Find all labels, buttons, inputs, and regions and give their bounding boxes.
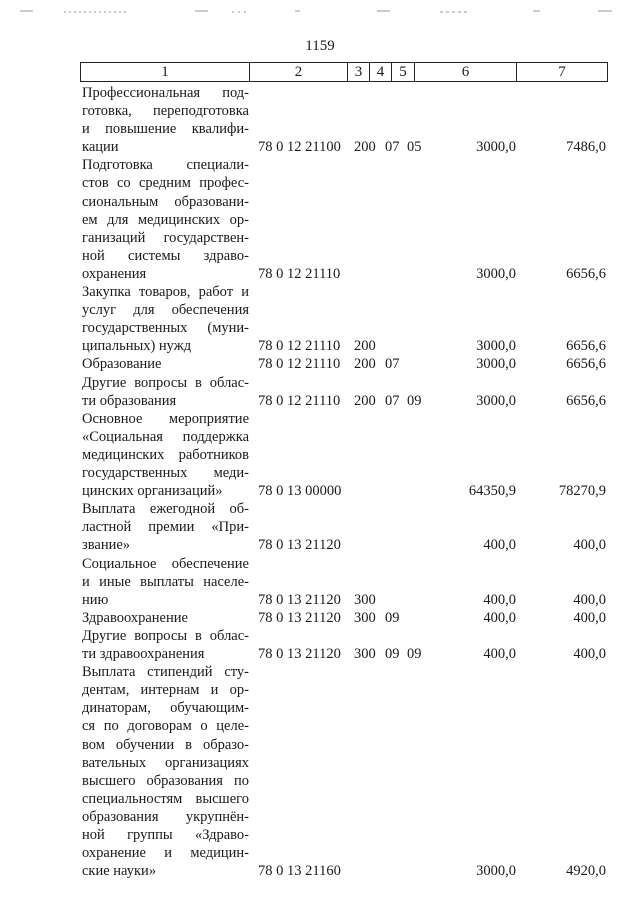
amount-col-7: 400,0	[573, 646, 606, 663]
description-line: Социальное обеспечение	[82, 555, 249, 572]
description-line: высшего образования по	[82, 772, 249, 789]
expense-type: 300	[354, 591, 376, 608]
description-line: Здравоохранение	[82, 609, 188, 626]
description-line: образования укрупнён-	[82, 808, 249, 825]
description-line: и иные выплаты населе-	[82, 573, 249, 590]
amount-col-6: 3000,0	[476, 139, 516, 156]
description-line: цинских организаций»	[82, 483, 223, 500]
amount-col-7: 6656,6	[566, 338, 606, 355]
description-line: Профессиональная под-	[82, 85, 249, 101]
amount-col-6: 3000,0	[476, 265, 516, 282]
table-row	[0, 663, 640, 880]
budget-code: 78 0 13 21120	[258, 646, 341, 663]
amount-col-7: 400,0	[573, 591, 606, 608]
budget-code: 78 0 12 21110	[258, 356, 341, 373]
description-line: Подготовка специали-	[82, 157, 249, 174]
section: 09	[385, 646, 400, 663]
table-row	[0, 84, 640, 156]
description-line: дентам, интернам и ор-	[82, 682, 249, 699]
expense-type: 200	[354, 139, 376, 156]
description-line: нию	[82, 591, 109, 608]
header-col-2: 2	[250, 63, 348, 81]
table-body	[0, 84, 640, 880]
row-description	[82, 84, 249, 156]
table-header	[80, 62, 608, 82]
expense-type: 200	[354, 392, 376, 409]
table-row	[0, 627, 640, 663]
amount-col-6: 3000,0	[476, 338, 516, 355]
expense-type: 300	[354, 646, 376, 663]
budget-code: 78 0 13 21120	[258, 537, 341, 554]
table-row	[0, 609, 640, 627]
amount-col-7: 78270,9	[558, 483, 606, 500]
section: 07	[385, 392, 400, 409]
amount-col-7: 400,0	[573, 609, 606, 626]
row-description	[82, 156, 249, 283]
header-col-6: 6	[415, 63, 517, 81]
description-line: услуг для обеспечения	[82, 302, 249, 319]
description-line: ной системы здраво-	[82, 247, 249, 264]
description-line: Выплата ежегодной об-	[82, 501, 249, 518]
amount-col-7: 7486,0	[566, 139, 606, 156]
header-col-7: 7	[558, 64, 566, 80]
description-line: охранение и медицин-	[82, 845, 249, 862]
description-line: ластной премии «При-	[82, 519, 249, 536]
table-row	[0, 355, 640, 373]
subsection: 09	[407, 392, 422, 409]
description-line: Закупка товаров, работ и	[82, 284, 249, 301]
description-line: ганизаций государствен-	[82, 229, 249, 246]
amount-col-6: 3000,0	[476, 356, 516, 373]
row-description	[82, 555, 249, 609]
description-line: ти образования	[82, 392, 177, 409]
description-line: ся по договорам о целе-	[82, 718, 249, 735]
amount-col-6: 3000,0	[476, 392, 516, 409]
scan-noise-top	[0, 0, 640, 20]
row-description	[82, 283, 249, 355]
expense-type: 200	[354, 338, 376, 355]
amount-col-7: 6656,6	[566, 356, 606, 373]
section: 09	[385, 609, 400, 626]
header-col-1: 1	[81, 63, 250, 81]
budget-code: 78 0 12 21110	[258, 392, 341, 409]
budget-code: 78 0 12 21110	[258, 265, 341, 282]
amount-col-6: 400,0	[483, 591, 516, 608]
description-line: Основное мероприятие	[82, 410, 249, 427]
amount-col-6: 400,0	[483, 646, 516, 663]
description-line: динаторам, обучающим-	[82, 700, 249, 717]
table-row	[0, 410, 640, 501]
amount-col-6: 400,0	[483, 609, 516, 626]
budget-code: 78 0 13 21120	[258, 609, 341, 626]
description-line: Выплата стипендий сту-	[82, 664, 249, 681]
budget-code: 78 0 13 00000	[258, 483, 342, 500]
amount-col-6: 400,0	[483, 537, 516, 554]
description-line: ти здравоохранения	[82, 646, 205, 663]
description-line: ной группы «Здраво-	[82, 826, 249, 843]
description-line: специальностям высшего	[82, 790, 249, 807]
description-line: Другие вопросы в облас-	[82, 374, 249, 391]
description-line: Другие вопросы в облас-	[82, 627, 249, 644]
subsection: 09	[407, 646, 422, 663]
description-line: медицинских работников	[82, 446, 249, 463]
description-line: звание»	[82, 537, 131, 554]
amount-col-7: 6656,6	[566, 392, 606, 409]
description-line: ем для медицинских ор-	[82, 211, 249, 228]
description-line: готовка, переподготовка	[82, 103, 249, 120]
description-line: государственных меди-	[82, 465, 249, 482]
header-col-3: 3	[348, 63, 370, 81]
header-col-4: 4	[370, 63, 392, 81]
row-description	[82, 663, 249, 880]
amount-col-7: 4920,0	[566, 863, 606, 880]
amount-col-6: 64350,9	[468, 483, 516, 500]
section: 07	[385, 356, 400, 373]
description-line: стов со средним профес-	[82, 175, 249, 192]
table-row	[0, 283, 640, 355]
row-description	[82, 355, 249, 373]
amount-col-7: 400,0	[573, 537, 606, 554]
table-row	[0, 156, 640, 283]
subsection: 05	[407, 139, 422, 156]
row-description	[82, 500, 249, 554]
description-line: вом обучении в образо-	[82, 736, 249, 753]
description-line: ские науки»	[82, 863, 157, 880]
expense-type: 200	[354, 356, 376, 373]
amount-col-6: 3000,0	[476, 863, 516, 880]
budget-code: 78 0 12 21100	[258, 139, 341, 156]
row-description	[82, 609, 249, 627]
description-line: вательных организациях	[82, 754, 249, 771]
amount-col-7: 6656,6	[566, 265, 606, 282]
table-row	[0, 374, 640, 410]
expense-type: 300	[354, 609, 376, 626]
description-line: «Социальная поддержка	[82, 428, 249, 445]
row-description	[82, 627, 249, 663]
header-col-5: 5	[392, 63, 415, 81]
budget-code: 78 0 12 21110	[258, 338, 341, 355]
table-row	[0, 500, 640, 554]
row-description	[82, 410, 249, 500]
budget-code: 78 0 13 21120	[258, 591, 341, 608]
description-line: и повышение квалифи-	[82, 121, 249, 138]
description-line: охранения	[82, 265, 147, 282]
description-line: ципальных) нужд	[82, 338, 192, 355]
description-line: государственных (муни-	[82, 320, 249, 337]
row-description	[82, 374, 249, 410]
description-line: кации	[82, 139, 119, 156]
section: 07	[385, 139, 400, 156]
description-line: Образование	[82, 356, 162, 373]
description-line: сиональным образовани-	[82, 193, 249, 210]
table-row	[0, 555, 640, 609]
budget-code: 78 0 13 21160	[258, 863, 341, 880]
page-number: 1159	[305, 38, 335, 54]
